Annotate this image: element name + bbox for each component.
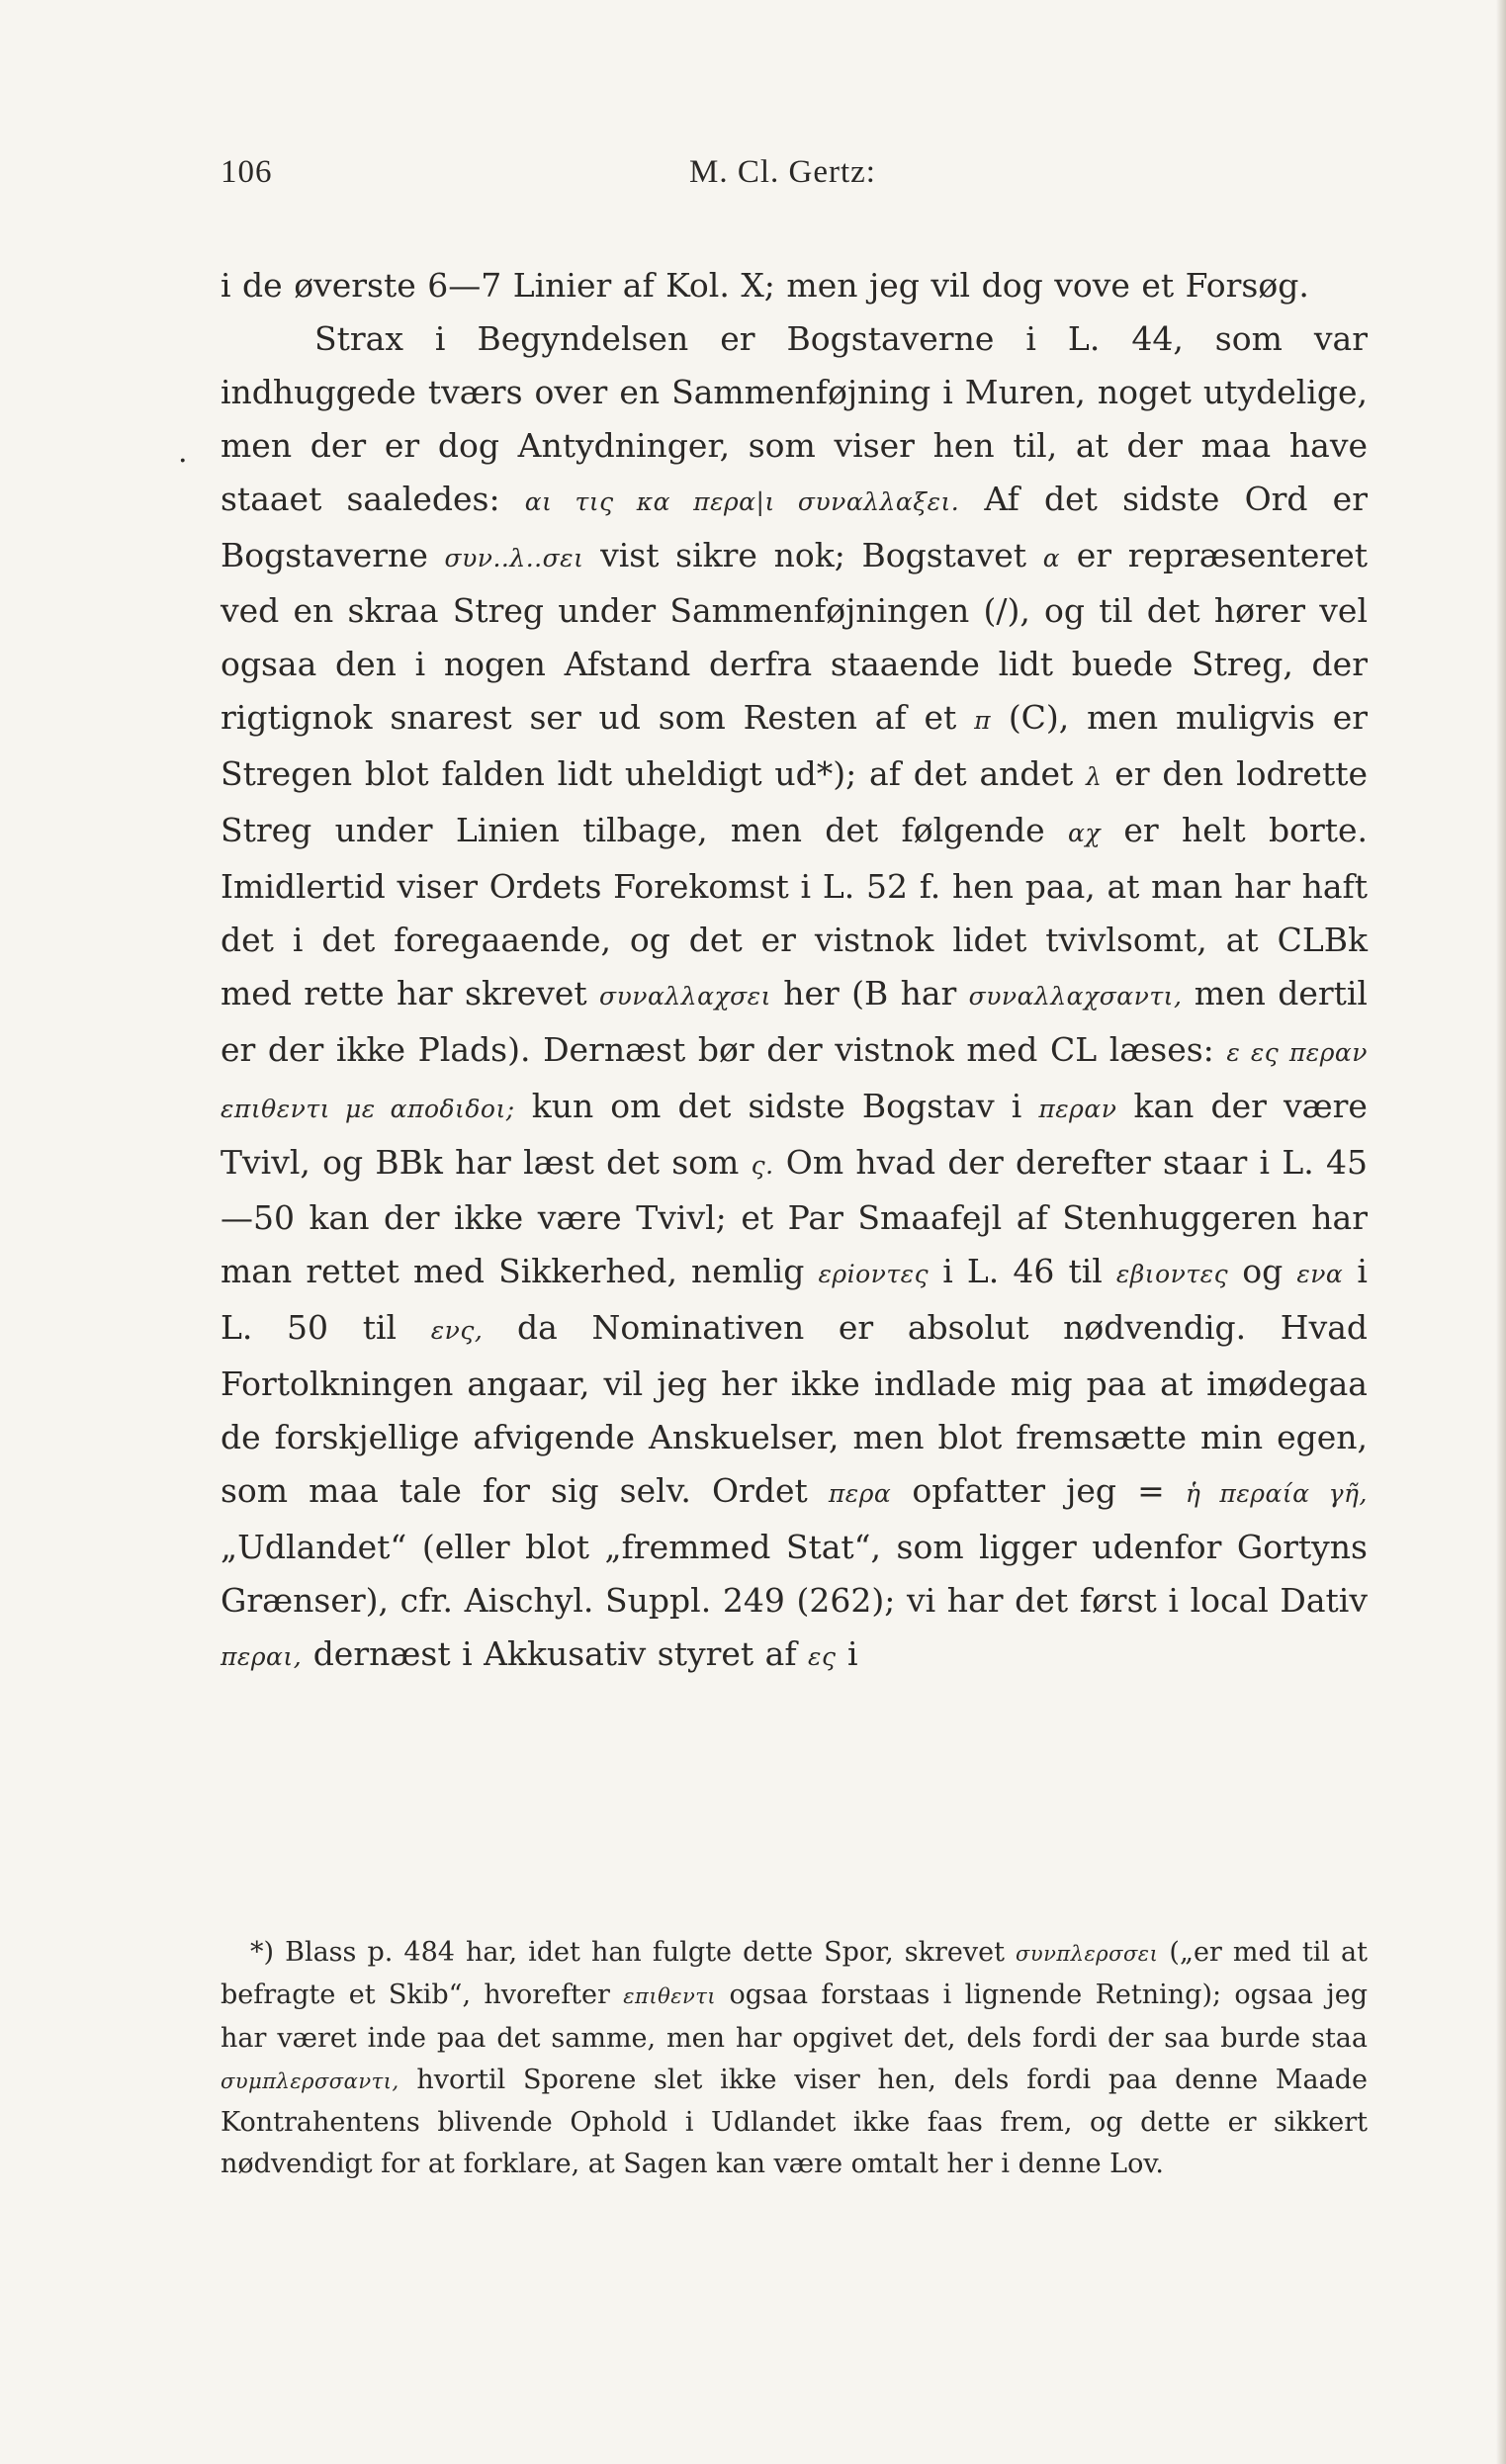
text-run: og — [1242, 1252, 1284, 1291]
header-title: M. Cl. Gertz: — [689, 154, 876, 190]
footnote-text: hvortil Sporene slet ikke viser hen, dels fordi paa denne Maade Kontrahentens blivende Ophold i Udlandet ikke faas frem, og dette er sikkert nødvendigt for at forklare, at Sagen kan være omtalt her i denne Lov. — [221, 2064, 1368, 2180]
text-run: kan der være Tvivl, og BBk har læst det som — [221, 1086, 1368, 1182]
text-run: kun om det sidste Bogstav i — [531, 1086, 1022, 1125]
greek-text: εβιοντες — [1115, 1260, 1229, 1289]
greek-text: επιθεντι — [623, 1984, 717, 2009]
text-run: i L. 50 til — [221, 1252, 1368, 1348]
greek-text: αχ — [1068, 819, 1102, 848]
text-run: dernæst i Akkusativ styret af — [312, 1633, 797, 1673]
greek-text: συμπλερσσαντι, — [221, 2068, 399, 2093]
greek-text: ς. — [751, 1150, 774, 1180]
greek-text: συναλλαχσαντι, — [968, 981, 1183, 1011]
text-run: er helt borte. Imidlertid viser Ordets Forekomst i L. 52 f. hen paa, at man har haft det i det foregaaende, og det er vistnok lidet tvivlsomt, at CLBk med rette har skrevet — [221, 811, 1368, 1012]
text-run: er den lodrette Streg under Linien tilbage, men det følgende — [221, 754, 1369, 850]
text-run: er repræsenteret ved en skraa Streg under Sammenføjningen (/), og til det hører vel ogsaa den i nogen Afstand derfra staaende lidt buede Streg, der rigtignok snarest ser ud som Resten af et — [221, 535, 1369, 738]
margin-mark: . — [178, 435, 188, 470]
greek-text: ενς, — [430, 1316, 484, 1346]
text-run: men dertil er der ikke Plads). Dernæst bør der vistnok med CL læses: — [221, 973, 1368, 1069]
text-run: i L. 46 til — [942, 1252, 1103, 1291]
footnote-text: *) Blass p. 484 har, idet han fulgte dette Spor, skrevet — [250, 1937, 1005, 1968]
text-run: Om hvad der derefter staar i L. 45—50 kan der ikke være Tvivl; et Par Smaafejl af Stenhuggeren har man rettet med Sikkerhed, nemlig — [221, 1142, 1368, 1291]
text-run: „Udlandet“ (eller blot „fremmed Stat“, som ligger udenfor Gortyns Grænser), cfr. Aischyl. Suppl. 249 (262); vi har det først i local Dativ — [221, 1527, 1368, 1620]
text-run: i — [846, 1633, 858, 1673]
text-run: Af det sidste Ord er Bogstaverne — [221, 479, 1368, 574]
text-run: (C), men muligvis er Stregen blot falden lidt uheldigt ud*); af det andet — [221, 698, 1368, 794]
footnote-text: („er med til at befragte et Skib“, hvorefter — [221, 1937, 1368, 2011]
page-number: 106 — [221, 154, 273, 190]
body-text — [221, 259, 1368, 1684]
footnote — [221, 1932, 1368, 2186]
text-run: Strax i Begyndelsen er Bogstaverne i L. 44, som var indhuggede tværs over en Sammenføjning i Muren, noget utydelige, men der er dog Antydninger, som viser hen til, at der maa have staaet saaledes: — [221, 318, 1368, 518]
greek-text: ἡ περαία γῆ, — [1185, 1478, 1368, 1508]
page-edge-shadow — [1496, 0, 1506, 2464]
greek-text: ες — [808, 1641, 837, 1671]
footnote-text: ogsaa forstaas i lignende Retning); ogsaa jeg har været inde paa det samme, men har opgivet det, dels fordi der saa burde staa — [221, 1980, 1368, 2054]
running-head — [221, 154, 1368, 204]
text-run: opfatter jeg = — [912, 1470, 1165, 1510]
greek-text: περαι, — [221, 1641, 303, 1671]
text-run: vist sikre nok; Bogstavet — [600, 535, 1027, 574]
greek-text: λ — [1086, 762, 1103, 792]
greek-text: α — [1042, 543, 1061, 572]
greek-text: συναλλαχσει — [599, 981, 771, 1011]
text-run: her (B har — [783, 973, 957, 1012]
greek-text: συν..λ..σει — [444, 543, 584, 572]
greek-text: περα — [828, 1478, 892, 1508]
greek-text: περαν — [1038, 1094, 1117, 1123]
greek-text: ερiοντες — [818, 1260, 930, 1289]
paragraph-1: i de øverste 6—7 Linier af Kol. X; men jeg vil dog vove et Forsøg. — [221, 266, 1309, 305]
greek-text: αι τις κα περα|ι συναλλαξει. — [524, 486, 960, 516]
paragraph-2 — [221, 312, 1368, 1684]
greek-text: ενα — [1296, 1260, 1344, 1289]
greek-text: συνπλερσσει — [1016, 1942, 1159, 1966]
greek-text: ε ες περαν επιθεντι με αποδιδοι; — [221, 1037, 1368, 1123]
greek-text: π — [974, 706, 991, 736]
text-run: da Nominativen er absolut nødvendig. Hvad Fortolkningen angaar, vil jeg her ikke indlade mig paa at imødegaa de forskjellige afvigende Anskuelser, men blot fremsætte min egen, som maa tale for sig selv. Ordet — [221, 1308, 1369, 1510]
